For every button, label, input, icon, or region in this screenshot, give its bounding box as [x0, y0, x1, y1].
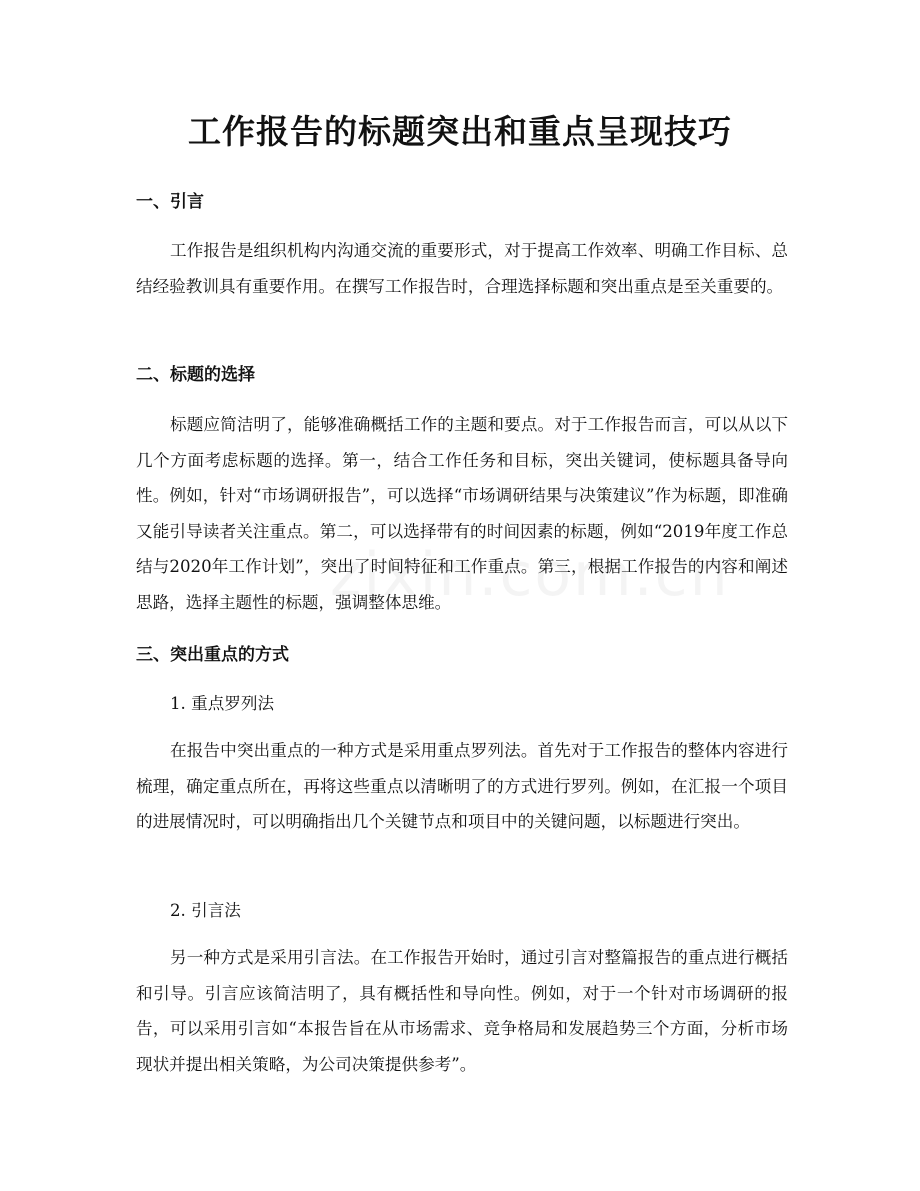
paragraph-introduction: 工作报告是组织机构内沟通交流的重要形式，对于提高工作效率、明确工作目标、总结经验教训具有重要作用。在撰写工作报告时，合理选择标题和突出重点是至关重要的。 [136, 241, 788, 296]
paragraph-title-choice: 标题应简洁明了，能够准确概括工作的主题和要点。对于工作报告而言，可以从以下几个方面考虑标题的选择。第一，结合工作任务和目标，突出关键词，使标题具备导向性。例如，针对“市场调研报告”，可以选择“市场调研结果与决策建议”作为标题，即准确又能引导读者关注重点。第二，可以选择带有的时间因素的标题，例如“2019年度工作总结与2020年工作计划”，突出了时间特征和工作重点。第三，根据工作报告的内容和阐述思路，选择主题性的标题，强调整体思维。 [136, 415, 788, 612]
section-heading-emphasis-methods: 三、突出重点的方式 [136, 645, 289, 665]
section-heading-introduction: 一、引言 [136, 192, 204, 212]
document-title: 工作报告的标题突出和重点呈现技巧 [188, 112, 732, 151]
paragraph-key-points-listing: 在报告中突出重点的一种方式是采用重点罗列法。首先对于工作报告的整体内容进行梳理，确定重点所在，再将这些重点以清晰明了的方式进行罗列。例如，在汇报一个项目的进展情况时，可以明确指出几个关键节点和项目中的关键问题，以标题进行突出。 [136, 741, 788, 831]
subsection-label-key-points-listing: 1. 重点罗列法 [170, 694, 275, 713]
subsection-label-introduction-method: 2. 引言法 [170, 901, 241, 920]
section-heading-title-choice: 二、标题的选择 [136, 365, 255, 385]
paragraph-introduction-method: 另一种方式是采用引言法。在工作报告开始时，通过引言对整篇报告的重点进行概括和引导。引言应该简洁明了，具有概括性和导向性。例如，对于一个针对市场调研的报告，可以采用引言如“本报告旨在从市场需求、竞争格局和发展趋势三个方面，分析市场现状并提出相关策略，为公司决策提供参考”。 [136, 948, 788, 1074]
